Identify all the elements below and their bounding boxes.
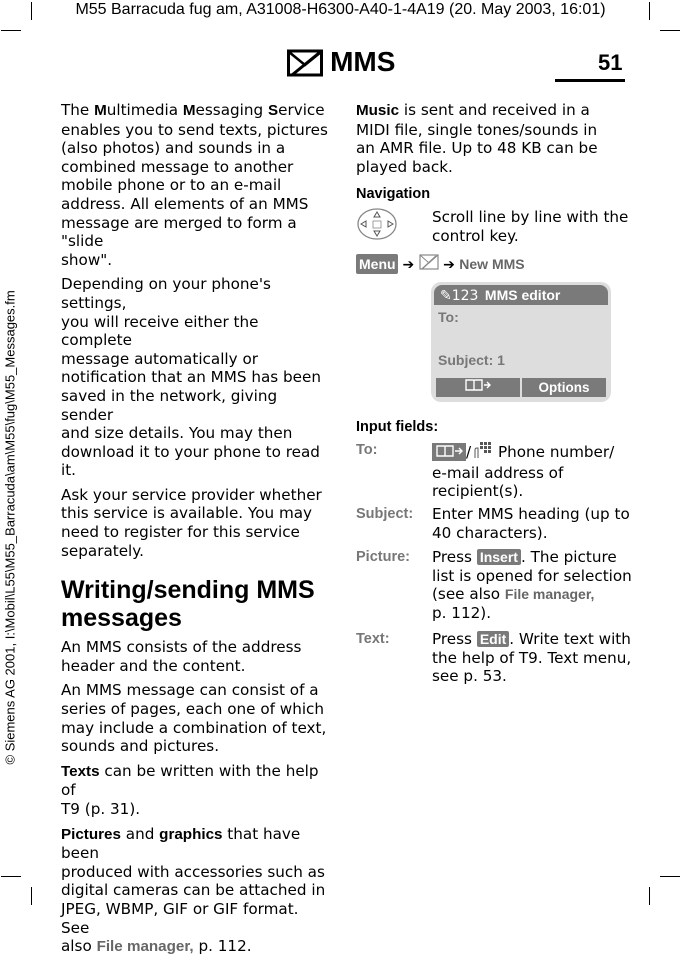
crop-mark xyxy=(1,30,21,31)
keypad-icon xyxy=(471,441,493,464)
to-description: / Phone number/ e-mail address of recipient(s). xyxy=(432,442,615,501)
right-column xyxy=(356,101,626,176)
texts-paragraph: Texts can be written with the help of T9 (p. 31). xyxy=(61,761,319,818)
settings-paragraph: Depending on your phone's settings, you will receive either the complete message automatically or notification that an MMS has been saved in the network, giving sender and size details. You may then download it to your phone to read it. xyxy=(61,275,321,480)
phonebook-icon xyxy=(464,378,492,398)
page-number: 51 xyxy=(598,50,623,75)
phone-screen xyxy=(431,282,611,402)
picture-description: Press Insert . The picture list is opened for selection (see also File manager, p. 112). xyxy=(432,548,632,622)
sidebar-path: © Siemens AG 2001, I:\Mobil\L55\M55_Barracuda\am\M55\fug\M55_Messages.fm xyxy=(2,290,18,765)
input-fields-heading: Input fields: xyxy=(356,419,439,435)
page-heading xyxy=(287,44,395,82)
subject-description: Enter MMS heading (up to 40 characters). xyxy=(432,505,630,542)
crop-mark xyxy=(31,887,32,905)
new-mms-item: New MMS xyxy=(459,256,525,272)
phonebook-key-icon xyxy=(432,443,466,461)
pen-icon: ✎ xyxy=(440,288,452,304)
heading-rule xyxy=(555,79,625,82)
text-description: Press Edit . Write text with the help of T9. Text menu, see p. 53. xyxy=(432,630,632,686)
control-key-icon xyxy=(356,206,398,246)
subject-field[interactable]: Subject: 1 xyxy=(438,352,505,368)
to-label: To: xyxy=(356,442,378,458)
input-mode: 123 xyxy=(451,288,479,304)
file-manager-link: File manager, xyxy=(504,586,595,603)
options-softkey[interactable]: Options xyxy=(522,378,606,397)
picture-label: Picture: xyxy=(356,549,410,565)
crop-mark xyxy=(1,876,21,877)
intro-paragraph: The Multimedia Messaging Service enables you to send texts, pictures (also photos) and sounds in a combined message to another mobile phone or to an e-mail address. All elements of an MMS message are merged to form a "slide show". xyxy=(61,101,328,269)
mms-envelope-icon xyxy=(287,49,323,81)
crop-mark xyxy=(649,887,650,905)
running-header: M55 Barracuda fug am, A31008-H6300-A40-1-4A19 (20. May 2003, 16:01) xyxy=(75,1,606,18)
structure-paragraph: An MMS consists of the address header and the content. xyxy=(61,638,302,675)
text-label: Text: xyxy=(356,631,390,647)
menu-softkey: Menu xyxy=(356,254,398,274)
arrow-icon: ➔ xyxy=(443,257,455,273)
crop-mark xyxy=(660,30,680,31)
file-manager-link: File manager, xyxy=(96,938,194,956)
left-column xyxy=(61,101,331,957)
arrow-icon: ➔ xyxy=(402,257,415,273)
left-softkey[interactable] xyxy=(436,378,520,397)
subject-label: Subject: xyxy=(356,506,414,522)
music-paragraph: Music is sent and received in a MIDI file, single tones/sounds in an AMR file. Up to 48 KB can be played back. xyxy=(356,101,598,176)
insert-softkey: Insert xyxy=(477,549,521,565)
screen-title: MMS editor xyxy=(484,287,561,303)
mms-icon xyxy=(419,254,439,276)
navigation-heading: Navigation xyxy=(356,186,431,202)
screen-title-bar xyxy=(434,285,608,305)
crop-mark xyxy=(660,876,680,877)
edit-softkey: Edit xyxy=(477,631,509,647)
menu-path xyxy=(356,254,525,276)
pictures-paragraph: Pictures and graphics that have been produced with accessories such as digital cameras can be attached in JPEG, WBMP, GIF or GIF format. See also File manager, p. 112. xyxy=(61,824,326,956)
provider-paragraph: Ask your service provider whether this service is available. You may need to register for this service separately. xyxy=(61,485,322,560)
pages-paragraph: An MMS message can consist of a series of pages, each one of which may include a combination of text, sounds and pictures. xyxy=(61,681,327,756)
to-field[interactable]: To: xyxy=(438,309,459,325)
navigation-text: Scroll line by line with the control key. xyxy=(432,208,629,245)
page-title: MMS xyxy=(330,46,396,77)
section-heading: Writing/sending MMS messages xyxy=(61,576,315,633)
